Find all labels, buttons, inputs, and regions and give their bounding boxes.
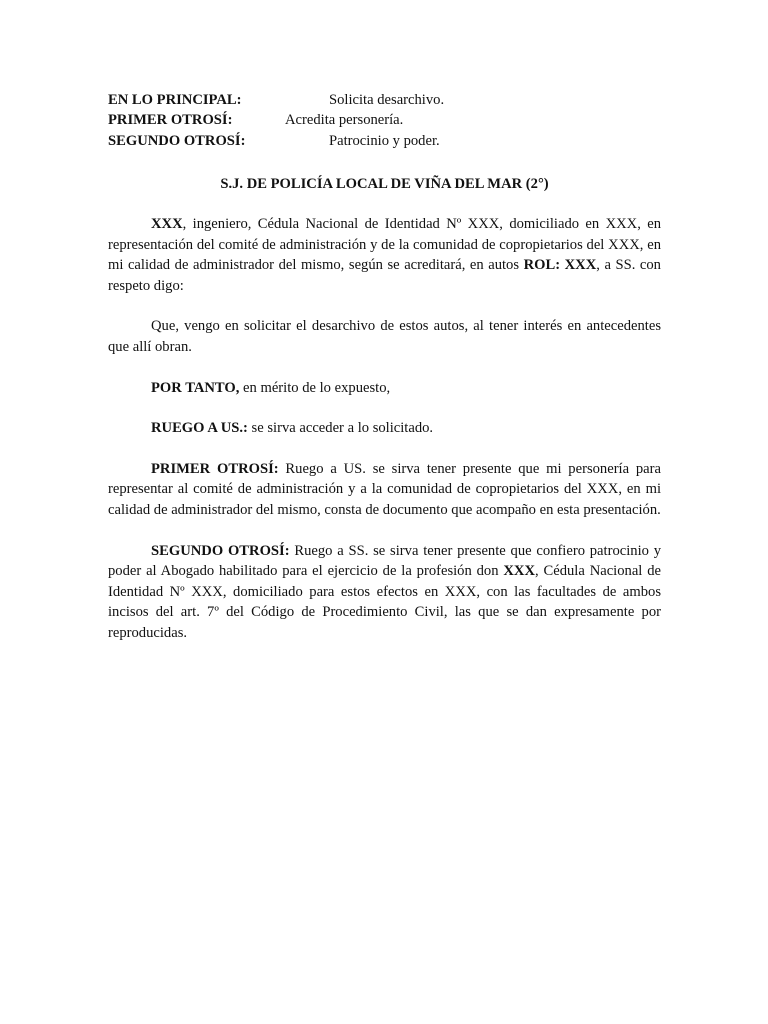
por-tanto-paragraph [108,378,661,399]
ruego-text: se sirva acceder a lo solicitado. [247,420,434,437]
comparecencia-text-2: , a SS. con respeto digo: [108,257,661,294]
ruego-paragraph [108,418,661,439]
segundo-otrosi-text-1: Ruego a SS. se sirva tener presente que confiero patrocinio y poder al Abogado habilitado para el ejercicio de la profesión don [108,542,661,580]
comparecencia-paragraph [108,214,661,296]
primer-otrosi-paragraph [108,459,661,521]
primer-otrosi-heading: PRIMER OTROSÍ: [151,460,279,477]
sumilla-block [108,90,661,152]
segundo-otrosi-heading: SEGUNDO OTROSÍ: [151,542,290,559]
principal-label: EN LO PRINCIPAL: [108,92,242,108]
segundo-otrosi-value: Patrocinio y poder. [329,133,440,149]
segundo-otrosi-text-2: , Cédula Nacional de Identidad Nº XXX, domiciliado para estos efectos en XXX, con las facultades de ambos incisos del art. 7º del Código de Procedimiento Civil, las que se dan expresamente por reproducidas. [108,563,661,641]
rol-number: ROL: XXX [523,257,597,274]
primer-otrosi-label: PRIMER OTROSÍ: [108,112,233,128]
court-heading: S.J. DE POLICÍA LOCAL DE VIÑA DEL MAR (2°) [220,176,549,192]
por-tanto-text: en mérito de lo expuesto, [239,379,391,396]
por-tanto-label: POR TANTO, [151,379,240,396]
document-page [108,90,661,644]
solicitud-paragraph: Que, vengo en solicitar el desarchivo de estos autos, al tener interés en antecedentes que allí obran. [108,318,661,355]
segundo-otrosi-label: SEGUNDO OTROSÍ: [108,133,246,149]
ruego-label: RUEGO A US.: [151,420,248,437]
primer-otrosi-value: Acredita personería. [285,112,404,128]
primer-otrosi-text: Ruego a US. se sirva tener presente que mi personería para representar al comité de administración y a la comunidad de copropietarios del XXX, en mi calidad de administrador del mismo, consta de documento que acompaño en esta presentación. [108,460,661,518]
abogado-name: XXX [503,563,535,580]
compareciente-name: XXX [151,216,183,232]
principal-value: Solicita desarchivo. [329,92,445,108]
segundo-otrosi-paragraph [108,541,661,644]
comparecencia-text-1: , ingeniero, Cédula Nacional de Identidad Nº XXX, domiciliado en XXX, en representación del comité de administración y de la comunidad de copropietarios del XXX, en mi calidad de administrador del mismo, según se acreditará, en autos [108,216,661,274]
